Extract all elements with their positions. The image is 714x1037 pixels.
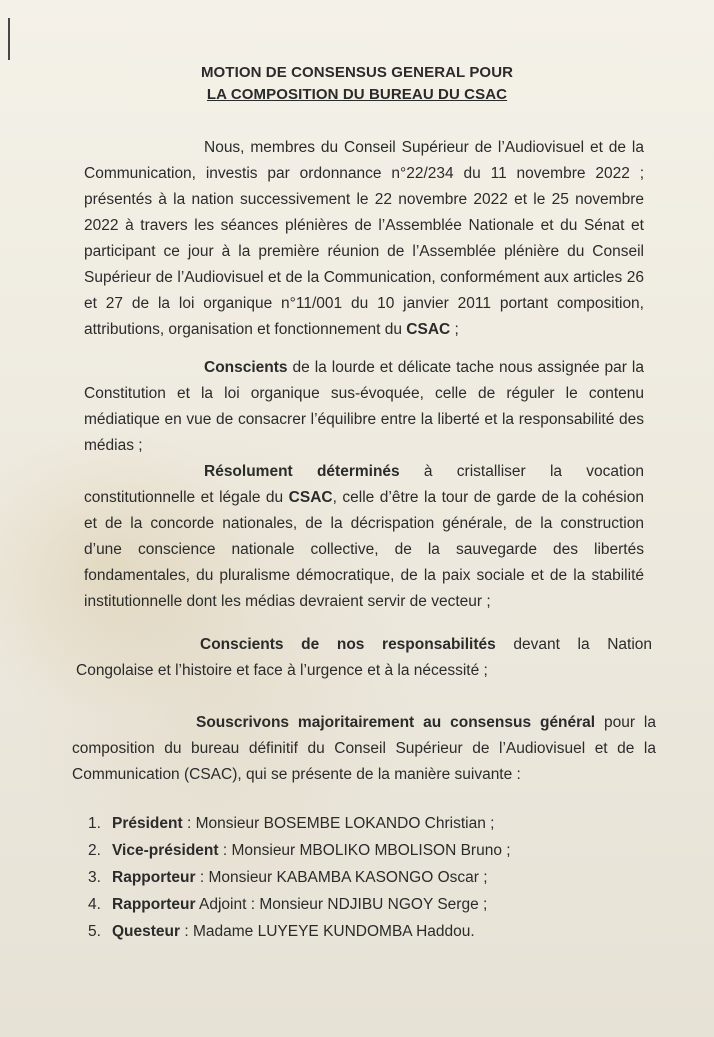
responsabilites-label: Conscients de nos responsabilités [200,636,496,653]
member-list-item [88,837,511,864]
resolument-csac-bold: CSAC [288,489,333,506]
member-name: Madame LUYEYE KUNDOMBA Haddou. [192,923,475,940]
bureau-members-list [88,810,511,945]
intro-text: Nous, membres du Conseil Supérieur de l’Audiovisuel et de la Communication, investis par ordonnance n°22/234 du 11 novembre 2022 ; présentés à la nation successivement le 22 novembre 2022 et le 25 novembre 2022 à travers les séances plénières de l’Assemblée Nationale et du Sénat et participant ce jour à la première réunion de l’Assemblée plénière du Conseil Supérieur de l’Audiovisuel et de la Communication, conformément aux articles 26 et 27 de la loi organique n°11/001 du 10 janvier 2011 portant composition, attributions, organisation et fonctionnement du [84,139,644,338]
souscrivons-label: Souscrivons majoritairement au consensus général [196,714,596,731]
document-title-line-2: LA COMPOSITION DU BUREAU DU CSAC [206,86,508,103]
document-title-line-1: MOTION DE CONSENSUS GENERAL POUR [200,64,514,81]
responsabilites-text: devant la Nation Congolaise et l’histoire et face à l’urgence et à la nécessité ; [76,636,652,679]
member-name: Monsieur KABAMBA KASONGO Oscar ; [208,869,488,886]
member-role: Rapporteur [112,896,196,913]
member-number: 4. [88,896,101,913]
member-number: 2. [88,842,101,859]
member-role: Président [112,815,183,832]
margin-mark [8,18,10,60]
title-block [0,62,714,106]
member-separator: : [180,923,193,940]
member-entry [112,864,488,891]
member-entry [112,891,487,918]
resolument-text: à cristalliser la vocation constitutionnelle et légale du [84,463,644,506]
conscients-text: de la lourde et délicate tache nous assignée par la Constitution et la loi organique sus-évoquée, celle de réguler le contenu médiatique en vue de consacrer l’équilibre entre la liberté et la responsabilité des médias ; [84,359,644,454]
souscrivons-paragraph [72,710,656,788]
member-entry [112,810,494,837]
member-number: 5. [88,923,101,940]
intro-paragraph [84,135,644,343]
member-entry [112,918,475,945]
conscients-paragraph [84,355,644,459]
member-separator: : [218,842,232,859]
souscrivons-text: pour la composition du bureau définitif du Conseil Supérieur de l’Audiovisuel et de la Communication (CSAC), qui se présente de la manière suivante : [72,714,656,783]
responsabilites-paragraph [76,632,652,684]
member-number: 3. [88,869,101,886]
member-list-item [88,810,511,837]
member-role: Vice-président [112,842,219,859]
member-name: Monsieur BOSEMBE LOKANDO Christian ; [195,815,495,832]
member-name: Monsieur NDJIBU NGOY Serge ; [259,896,488,913]
member-number: 1. [88,815,101,832]
resolument-label: Résolument déterminés [204,463,400,480]
member-list-item [88,891,511,918]
member-name: Monsieur MBOLIKO MBOLISON Bruno ; [231,842,511,859]
member-list-item [88,864,511,891]
member-role-suffix: Adjoint [195,896,247,913]
member-role: Questeur [112,923,181,940]
member-list-item [88,918,511,945]
intro-csac-bold: CSAC [406,321,451,338]
conscients-label: Conscients [204,359,288,376]
resolument-paragraph [84,459,644,615]
resolument-text-end: , celle d’être la tour de garde de la cohésion et de la concorde nationales, de la décrispation générale, de la construction d’une conscience nationale collective, de la sauvegarde des libertés fondamentales, du pluralisme démocratique, de la paix sociale et de la stabilité institutionnelle dont les médias devraient servir de vecteur ; [84,489,644,610]
member-role: Rapporteur [112,869,196,886]
intro-text-end: ; [450,321,459,338]
member-separator: : [182,815,196,832]
member-separator: : [246,896,260,913]
member-entry [112,837,511,864]
member-separator: : [195,869,209,886]
